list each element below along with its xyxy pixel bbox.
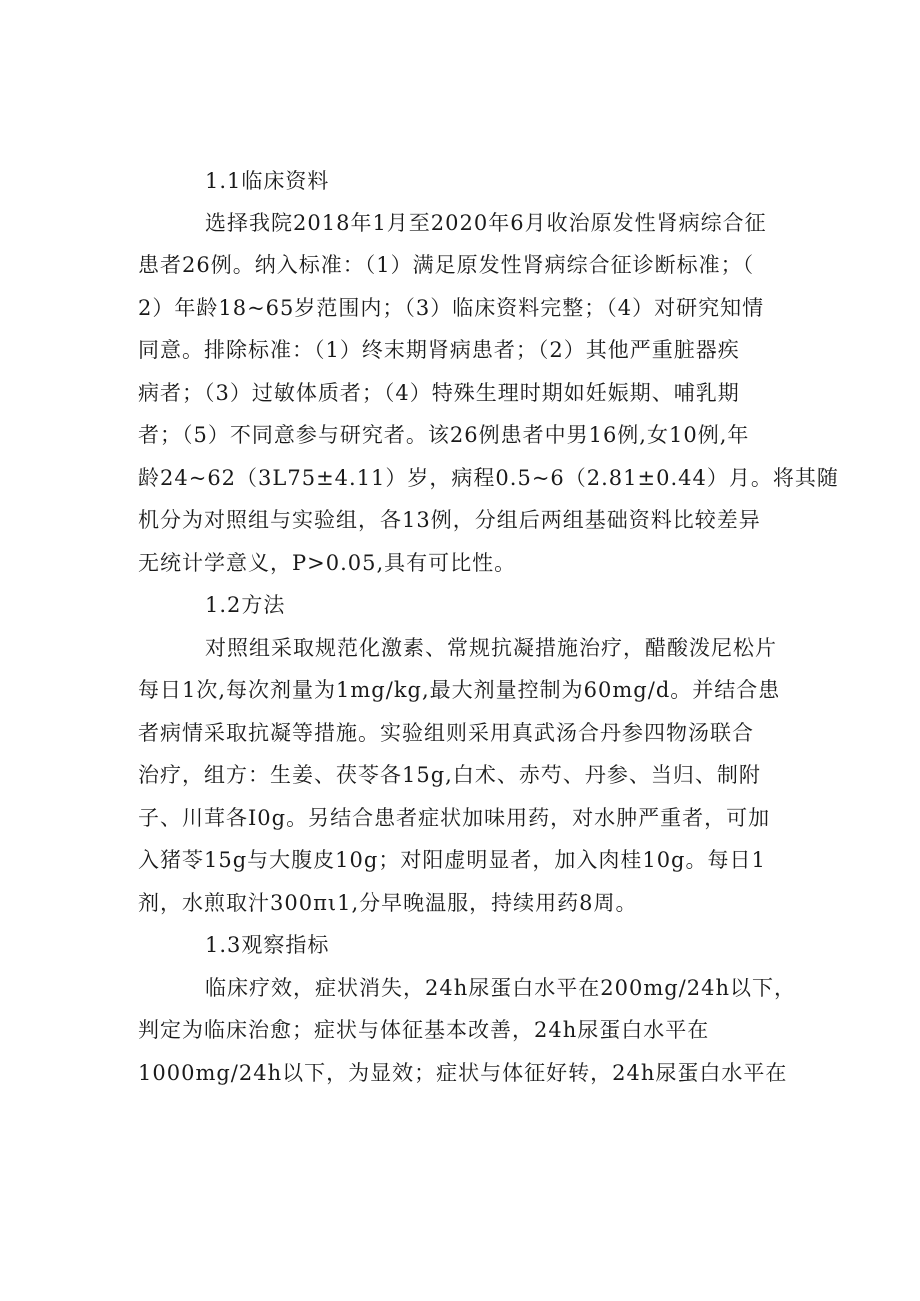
paragraph-line: 临床疗效，症状消失，24h尿蛋白水平在200mg/24h以下， <box>205 976 797 1000</box>
paragraph-line: 子、川茸各I0g。另结合患者症状加味用药，对水肿严重者，可加 <box>138 806 771 830</box>
paragraph-line: 1000mg/24h以下，为显效；症状与体征好转，24h尿蛋白水平在 <box>138 1061 788 1085</box>
paragraph-line: 每日1次,每次剂量为1mg/kg,最大剂量控制为60mg/d。并结合患 <box>138 678 781 702</box>
paragraph-line: 者；（5）不同意参与研究者。该26例患者中男16例,女10例,年 <box>138 423 750 447</box>
paragraph-line: 剂，水煎取汁300πι1,分早晚温服，持续用药8周。 <box>138 891 638 915</box>
paragraph-line: 判定为临床治愈；症状与体征基本改善，24h尿蛋白水平在 <box>138 1018 710 1042</box>
paragraph-line: 治疗，组方：生姜、茯苓各15g,白术、赤芍、丹参、当归、制附 <box>138 763 761 787</box>
paragraph-line: 机分为对照组与实验组，各13例，分组后两组基础资料比较差异 <box>138 508 761 532</box>
paragraph-line: 选择我院2018年1月至2020年6月收治原发性肾病综合征 <box>205 211 767 235</box>
section-heading-methods: 1.2方法 <box>205 593 286 617</box>
paragraph-line: 者病情采取抗凝等措施。实验组则采用真武汤合丹参四物汤联合 <box>138 721 754 745</box>
paragraph-line: 2）年龄18~65岁范围内；（3）临床资料完整；（4）对研究知情 <box>138 296 765 320</box>
paragraph-line: 龄24~62（3L75±4.11）岁，病程0.5~6（2.81±0.44）月。将其随 <box>138 466 839 490</box>
paragraph-line: 对照组采取规范化激素、常规抗凝措施治疗，醋酸泼尼松片 <box>205 636 777 660</box>
paragraph-line: 患者26例。纳入标准：（1）满足原发性肾病综合征诊断标准；（ <box>138 253 755 277</box>
paragraph-line: 入猪苓15g与大腹皮10g；对阳虚明显者，加入肉桂10g。每日1 <box>138 848 766 872</box>
paragraph-line: 病者；（3）过敏体质者；（4）特殊生理时期如妊娠期、哺乳期 <box>138 381 740 405</box>
paragraph-line: 无统计学意义，P>0.05,具有可比性。 <box>138 551 517 575</box>
section-heading-clinical-data: 1.1临床资料 <box>205 169 330 193</box>
section-heading-observation-indicators: 1.3观察指标 <box>205 933 330 957</box>
paragraph-line: 同意。排除标准：（1）终末期肾病患者；（2）其他严重脏器疾 <box>138 338 740 362</box>
